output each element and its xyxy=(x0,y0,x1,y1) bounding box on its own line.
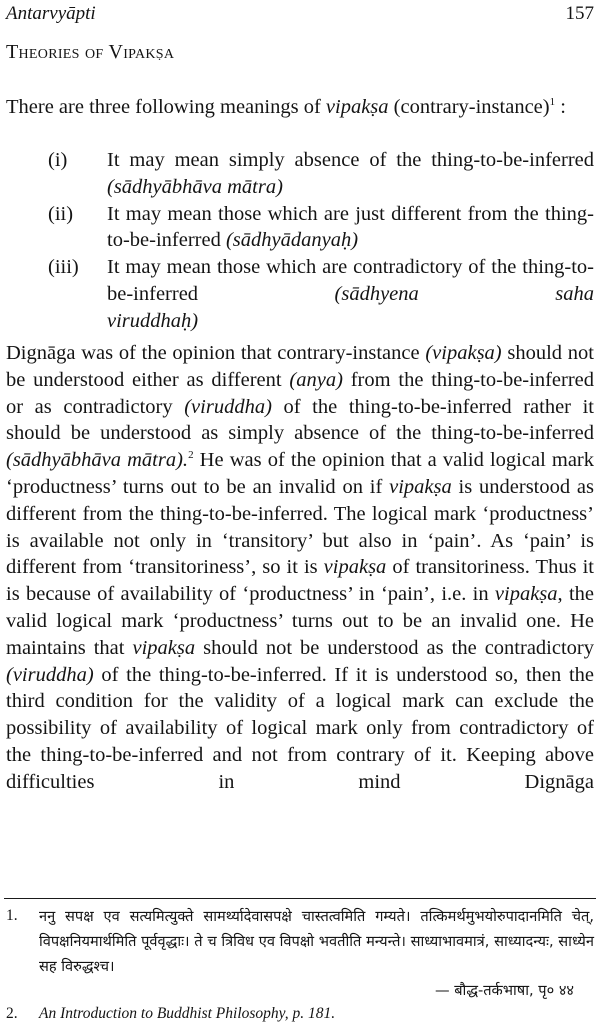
footnote-number: 2. xyxy=(6,1005,18,1022)
page-number: 157 xyxy=(565,3,594,24)
meanings-list xyxy=(6,147,594,335)
running-head xyxy=(6,3,594,29)
footnote-source: — बौद्ध-तर्कभाषा, पृ० ४४ xyxy=(434,982,574,999)
intro-paragraph: There are three following meanings of vipakṣa (contrary-instance)$^1$ : xyxy=(6,96,566,118)
footnote-ref-1: 1 xyxy=(549,96,556,109)
footnote-number: 1. xyxy=(6,907,18,924)
list-item: (ii) It may mean those which are just different from the thing-to-be-inferred (sādhyādanyaḥ) xyxy=(48,202,594,252)
footnote-1 xyxy=(6,904,594,1003)
list-item: viruddhaḥ) xyxy=(107,309,199,332)
footnote-sanskrit-text: ननु सपक्ष एव सत्यमित्युक्ते सामर्थ्यादेवासपक्षे चास्तत्वमिति गम्यते। तत्किमर्थमुभयोरुपादानमिति चेत्, विपक्षनियमार्थमिति पूर्ववृद्धाः। ते च त्रिविध एव विपक्षो भवतीति मन्यन्ते। साध्याभावमात्रं, साध्यादन्यः, साध्येन सह विरुद्धश्च। xyxy=(39,908,594,975)
footnote-ref-2: 2 xyxy=(188,449,194,462)
list-item-number: (i) xyxy=(48,149,68,171)
list-item: (i) It may mean simply absence of the thing-to-be-inferred (sādhyābhāva mātra) xyxy=(48,149,594,198)
list-item: (iii) It may mean those which are contradictory of the thing-to-be-inferred (sādhyena saha xyxy=(48,256,594,305)
main-paragraph: Dignāga was of the opinion that contrary-instance (vipakṣa) should not be understood either as different (anya) from the thing-to-be-inferred or as contradictory (viruddha) of the thing-to-be-inferred rather it should be understood as simply absence of the thing-to-be-inferred (sādhyābhāva mātra).$^2$ He was of the opinion that a valid logical mark ‘productness’ turns out to be an invalid on if vipakṣa is understood as different from the thing-to-be-inferred. The logical mark ‘productness’ is available not only in ‘transitory’ but also in ‘pain’. As ‘pain’ is different from ‘transitoriness’, so it is vipakṣa of transitoriness. Thus it is because of availability of ‘productness’ in ‘pain’, i.e. in vipakṣa, the valid logical mark ‘productness’ turns out to be an invalid one. He maintains that vipakṣa should not be understood as the contradictory (viruddha) of the thing-to-be-inferred. If it is understood so, then the third condition for the validity of a logical mark can exclude the possibility of availability of logical mark only from contradictory of the thing-to-be-inferred and not from contrary of it. Keeping above difficulties in mind Dignāga xyxy=(6,342,595,793)
footnote-citation: An Introduction to Buddhist Philosophy, p. 181. xyxy=(39,1005,336,1022)
section-heading: Theories of Vipakṣa xyxy=(6,41,175,63)
running-title: Antarvyāpti xyxy=(6,3,96,24)
list-item-number: (iii) xyxy=(48,256,79,279)
footnote-2 xyxy=(6,1002,594,1026)
list-item-number: (ii) xyxy=(48,202,74,225)
footnote-rule xyxy=(4,898,596,899)
